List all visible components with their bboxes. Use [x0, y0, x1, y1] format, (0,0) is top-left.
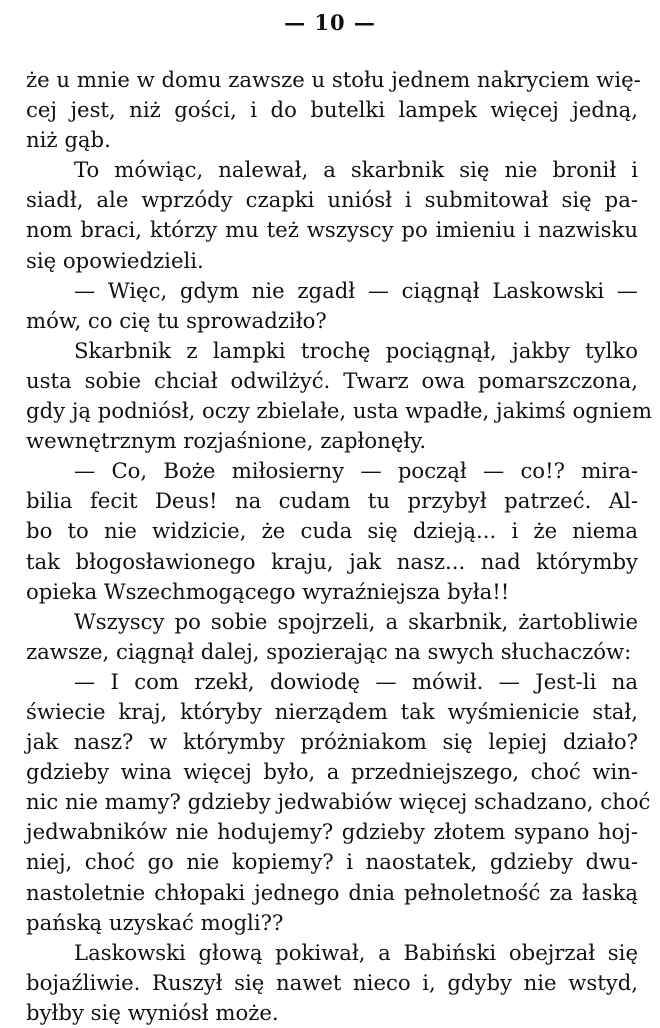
- body-text: [26, 65, 652, 1028]
- text-line: niż gąb.: [26, 127, 111, 153]
- text-line: nic nie mamy? gdzieby jedwabiów więcej schadzano, choć: [26, 789, 651, 815]
- text-line: bojaźliwie. Ruszył się nawet nieco i, gdyby nie wstyd,: [26, 969, 638, 995]
- text-line: bo to nie widzicie, że cuda się dzieją... i że niema: [26, 518, 638, 544]
- text-line: To mówiąc, nalewał, a skarbnik się nie bronił i: [74, 157, 638, 183]
- text-line: — I com rzekł, dowiodę — mówił. — Jest-li na: [74, 668, 638, 694]
- text-line: jedwabników nie hodujemy? gdzieby złotem sypano hoj-: [26, 819, 638, 845]
- text-line: — Więc, gdym nie zgadł — ciągnął Laskowski —: [74, 277, 638, 303]
- text-line: że u mnie w domu zawsze u stołu jednem nakryciem wię-: [26, 67, 641, 92]
- text-line: — Co, Boże miłosierny — począł — co!? mira-: [74, 458, 638, 484]
- text-line: opieka Wszechmogącego wyraźniejsza była!!: [26, 578, 510, 604]
- text-line: gdzieby wina więcej było, a przedniejszego, choć win-: [26, 759, 638, 785]
- text-line: byłby się wyniósł może.: [26, 999, 279, 1025]
- page-number: — 10 —: [284, 10, 376, 35]
- text-line: Wszyscy po sobie spojrzeli, a skarbnik, żartobliwie: [74, 608, 638, 634]
- text-line: jak nasz? w którymby próżniakom się lepiej działo?: [26, 729, 638, 755]
- text-line: nastoletnie chłopaki jednego dnia pełnoletność za łaską: [26, 879, 638, 905]
- text-line: zawsze, ciągnął dalej, spozierając na swych słuchaczów:: [26, 638, 632, 664]
- text-line: tak błogosławionego kraju, jak nasz... nad którymby: [26, 548, 638, 574]
- text-line: niej, choć go nie kopiemy? i naostatek, gdzieby dwu-: [26, 849, 638, 875]
- text-line: bilia fecit Deus! na cudam tu przybył patrzeć. Al-: [26, 488, 638, 514]
- text-line: wewnętrznym rozjaśnione, zapłonęły.: [26, 428, 427, 454]
- text-line: się opowiedzieli.: [26, 247, 204, 273]
- text-line: Skarbnik z lampki trochę pociągnął, jakby tylko: [74, 337, 638, 363]
- text-line: nom braci, którzy mu też wszyscy po imieniu i nazwisku: [26, 217, 638, 243]
- text-line: cej jest, niż gości, i do butelki lampek więcej jedną,: [26, 97, 638, 123]
- text-line: Laskowski głową pokiwał, a Babiński obejrzał się: [74, 939, 638, 965]
- text-line: usta sobie chciał odwilżyć. Twarz owa pomarszczona,: [26, 367, 638, 393]
- text-line: siadł, ale wprzódy czapki uniósł i submitował się pa-: [26, 187, 638, 213]
- text-line: mów, co cię tu sprowadziło?: [26, 307, 327, 333]
- text-line: świecie kraj, któryby nierządem tak wyśmienicie stał,: [26, 698, 638, 724]
- text-line: pańską uzyskać mogli??: [26, 909, 284, 935]
- text-line: gdy ją podniósł, oczy zbielałe, usta wpadłe, jakimś ogniem: [26, 398, 652, 424]
